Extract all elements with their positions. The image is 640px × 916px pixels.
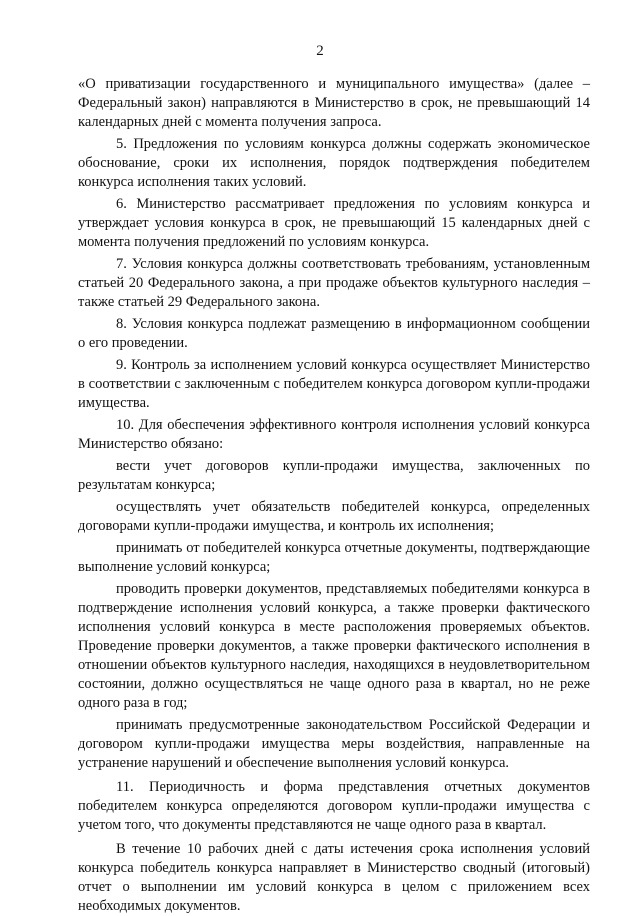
- paragraph-subitem-measures: принимать предусмотренные законодательством Российской Федерации и договором купли-продажи имущества меры воздействия, направленные на устранение нарушений и обеспечение выполнения условий конкурса.: [78, 717, 590, 771]
- paragraph-subitem-record-contracts: вести учет договоров купли-продажи имущества, заключенных по результатам конкурса;: [78, 458, 590, 493]
- paragraph-item-6: 6. Министерство рассматривает предложения по условиям конкурса и утверждает условия конкурса в срок, не превышающий 15 календарных дней с момента получения предложений по условиям конкурса.: [78, 196, 590, 250]
- paragraph-subitem-inspections: проводить проверки документов, представляемых победителями конкурса в подтверждение исполнения условий конкурса, а также проверки фактического исполнения условий конкурса в месте расположения проверяемых объектов. Проведение проверки документов, а также проверки фактического исполнения в отношении объектов культурного наследия, находящихся в неудовлетворительном состоянии, должно осуществляться не чаще одного раза в квартал, но не реже одного раза в год;: [78, 581, 590, 711]
- page-number: 2: [316, 43, 324, 59]
- paragraph-item-9: 9. Контроль за исполнением условий конкурса осуществляет Министерство в соответствии с заключенным с победителем конкурса договором купли-продажи имущества.: [78, 357, 590, 411]
- paragraph-item-8: 8. Условия конкурса подлежат размещению в информационном сообщении о его проведении.: [78, 316, 590, 351]
- paragraph-item-10: 10. Для обеспечения эффективного контроля исполнения условий конкурса Министерство обязано:: [78, 417, 590, 452]
- paragraph-continuation: «О приватизации государственного и муниципального имущества» (далее – Федеральный закон) направляются в Министерство в срок, не превышающий 14 календарных дней с момента получения запроса.: [78, 76, 590, 130]
- paragraph-final-report: В течение 10 рабочих дней с даты истечения срока исполнения условий конкурса победитель конкурса направляет в Министерство сводный (итоговый) отчет о выполнении им условий конкурса в целом с приложением всех необходимых документов.: [78, 841, 590, 914]
- paragraph-item-11: 11. Периодичность и форма представления отчетных документов победителем конкурса определяются договором купли-продажи имущества с учетом того, что документы представляются не чаще одного раза в квартал.: [78, 779, 590, 833]
- paragraph-subitem-record-obligations: осуществлять учет обязательств победителей конкурса, определенных договорами купли-продажи имущества, и контроль их исполнения;: [78, 499, 590, 534]
- paragraph-item-7: 7. Условия конкурса должны соответствовать требованиям, установленным статьей 20 Федерального закона, а при продаже объектов культурного наследия – также статьей 29 Федерального закона.: [78, 256, 590, 310]
- paragraph-subitem-accept-reports: принимать от победителей конкурса отчетные документы, подтверждающие выполнение условий конкурса;: [78, 540, 590, 575]
- paragraph-item-5: 5. Предложения по условиям конкурса должны содержать экономическое обоснование, сроки их исполнения, порядок подтверждения победителем конкурса исполнения таких условий.: [78, 136, 590, 190]
- document-body: [78, 75, 590, 916]
